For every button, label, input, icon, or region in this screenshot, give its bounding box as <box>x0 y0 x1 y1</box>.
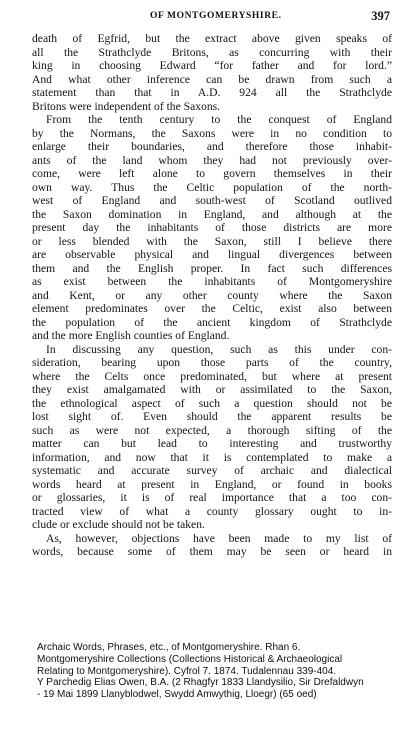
text-line: such as were not expected, a thorough sifting of the <box>32 423 392 437</box>
text-line: And what other inference can be drawn from such a <box>32 72 392 86</box>
text-line: where the Celts once predominated, but where at present <box>32 369 392 383</box>
body-text <box>32 32 392 559</box>
text-line: own way. Thus the Celtic population of the north- <box>32 180 392 194</box>
caption-line: Relating to Montgomeryshire). Cyfrol 7. 1874. Tudalennau 339-404. <box>37 665 337 677</box>
text-line: them and the English proper. In fact such differences <box>32 261 392 275</box>
text-line: are observable physical and lingual divergences between <box>32 248 392 261</box>
text-line: words, because some of them may be seen or heard in <box>32 545 392 558</box>
text-line: enlarge their boundaries, and therefore those inhabit- <box>32 140 392 153</box>
text-line: and Kent, or any other county where the Saxon <box>32 288 392 302</box>
paragraph-start-line: In discussing any question, such as this under con- <box>46 342 392 356</box>
text-line: matter can but lead to interesting and trustworthy <box>32 437 392 450</box>
caption-line: Y Parchedig Elias Owen, B.A. (2 Rhagfyr 1833 Llandysilio, Sir Drefaldwyn <box>37 677 364 689</box>
text-line: and the more English counties of England. <box>32 329 230 342</box>
text-line: they exist amalgamated with or assimilated to the Saxon, <box>32 383 392 396</box>
text-line: information, and now that it is contemplated to make a <box>32 450 392 464</box>
paragraph-start-line: As, however, objections have been made to my list of <box>46 531 392 545</box>
text-line: tracted view of what a county glossary ought to in- <box>32 504 392 518</box>
page-number: 397 <box>371 9 390 23</box>
paragraph-start-line: From the tenth century to the conquest of England <box>46 113 392 126</box>
running-title: OF MONTGOMERYSHIRE. <box>150 11 282 21</box>
text-line: element predominates over the Celtic, exist also between <box>32 302 392 315</box>
text-line: the population of the ancient kingdom of Strathclyde <box>32 315 392 329</box>
text-line: the ethnological aspect of such a question should not be <box>32 396 392 410</box>
text-line: king in choosing Edward “for father and for lord.” <box>32 59 392 72</box>
text-line: the Saxon domination in England, and although at the <box>32 207 392 221</box>
text-line: west of England and south-west of Scotland outlived <box>32 194 392 207</box>
text-line: by the Normans, the Saxons were in no condition to <box>32 126 392 140</box>
text-line: lost sight of. Even should the apparent results be <box>32 410 392 423</box>
text-line: clude or exclude should not be taken. <box>32 518 205 531</box>
source-caption <box>37 642 407 701</box>
text-line: present day the inhabitants of those districts are more <box>32 221 392 234</box>
caption-line: Montgomeryshire Collections (Collections Historical & Archaeological <box>37 653 343 665</box>
page-header <box>34 9 390 27</box>
text-line: sideration, bearing upon those parts of the country, <box>32 356 392 369</box>
text-line: all the Strathclyde Britons, as concurring with their <box>32 45 392 59</box>
text-line: statement than that in A.D. 924 all the Strathclyde <box>32 86 392 99</box>
caption-line: - 19 Mai 1899 Llanyblodwel, Swydd Amwythig, Lloegr) (65 oed) <box>37 689 317 701</box>
caption-line: Archaic Words, Phrases, etc., of Montgomeryshire. Rhan 6. <box>37 642 301 653</box>
text-line: as exist between the inhabitants of Montgomeryshire <box>32 275 392 288</box>
text-line: systematic and accurate survey of archaic and dialectical <box>32 464 392 477</box>
text-line: death of Egfrid, but the extract above given speaks of <box>32 32 392 45</box>
text-line: ants of the land whom they had not previously over- <box>32 153 392 167</box>
text-line: words heard at present in England, or found in books <box>32 477 392 491</box>
text-line: or glossaries, it is of real importance that a too con- <box>32 491 392 504</box>
text-line: or less blended with the Saxon, still I believe there <box>32 234 392 248</box>
text-line: Britons were independent of the Saxons. <box>32 99 221 113</box>
text-line: come, were left alone to govern themselves in their <box>32 167 392 180</box>
